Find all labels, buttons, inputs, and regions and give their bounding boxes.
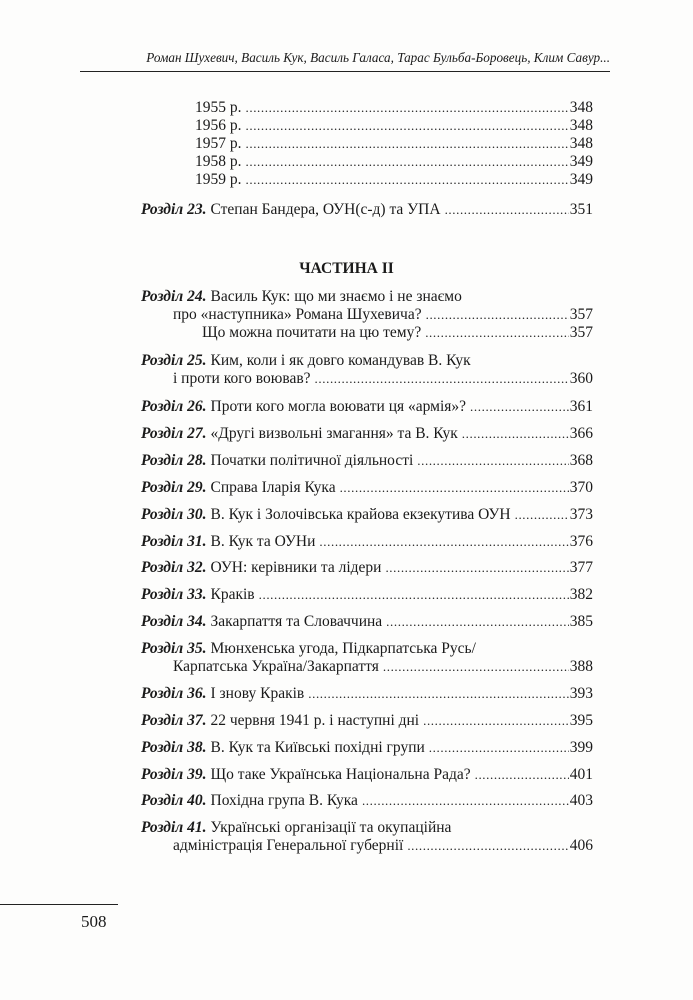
page-ref: 348 (569, 99, 593, 116)
leader-dots (246, 99, 569, 117)
toc-entry-section-39[interactable] (141, 766, 593, 784)
section-title-continuation: і проти кого воював? (173, 370, 311, 387)
leader-dots (429, 739, 569, 757)
leader-dots (423, 712, 569, 730)
leader-dots (417, 452, 568, 470)
toc-entry-section-27[interactable] (141, 425, 593, 443)
leader-dots (475, 766, 569, 784)
section-title: ОУН: керівники та лідери (210, 559, 382, 576)
leader-dots (246, 171, 569, 189)
section-label: Розділ 41. (141, 819, 207, 836)
page-ref: 382 (569, 586, 593, 603)
year-text: 1959 р. (195, 171, 242, 188)
section-title: Ким, коли і як довго командував В. Кук (210, 352, 471, 369)
section-label: Розділ 30. (141, 506, 207, 523)
page-ref: 357 (569, 324, 593, 341)
page-ref: 376 (569, 533, 593, 550)
page-ref: 388 (569, 658, 593, 675)
toc-entry-section-28[interactable] (141, 452, 593, 470)
section-label: Розділ 33. (141, 586, 207, 603)
page-ref: 399 (569, 739, 593, 756)
toc-entry-section-38[interactable] (141, 739, 593, 757)
page-ref: 349 (569, 171, 593, 188)
page-ref: 361 (569, 398, 593, 415)
section-title-continuation: адміністрація Генеральної губернії (173, 837, 404, 854)
running-header: Роман Шухевич, Василь Кук, Василь Галаса, Тарас Бульба-Боровець, Клим Савур... (146, 50, 610, 65)
page-ref: 406 (569, 837, 593, 854)
section-label: Розділ 34. (141, 613, 207, 630)
toc-entry-year[interactable] (195, 171, 593, 189)
page-ref: 366 (569, 425, 593, 442)
page-ref: 401 (569, 766, 593, 783)
toc-entry-section-23[interactable] (141, 201, 593, 219)
leader-dots (362, 792, 569, 810)
leader-dots (315, 370, 569, 388)
section-label: Розділ 26. (141, 398, 207, 415)
leader-dots (259, 586, 569, 604)
page-number: 508 (81, 912, 107, 931)
section-label: Розділ 24. (141, 288, 207, 305)
section-label: Розділ 28. (141, 452, 207, 469)
page-ref: 395 (569, 712, 593, 729)
year-text: 1958 р. (195, 153, 242, 170)
section-title: Українські організації та окупаційна (210, 819, 452, 836)
leader-dots (515, 506, 569, 524)
section-title: Похідна група В. Кука (210, 792, 358, 809)
section-title: Проти кого могла воювати ця «армія»? (210, 398, 467, 415)
section-label: Розділ 36. (141, 685, 207, 702)
toc-entry-section-41[interactable] (141, 819, 593, 855)
section-title: В. Кук і Золочівська крайова екзекутива ОУН (210, 506, 511, 523)
toc-entry-section-30[interactable] (141, 506, 593, 524)
toc-entry-year[interactable] (195, 153, 593, 171)
page-ref: 377 (569, 559, 593, 576)
toc-entry-year[interactable] (195, 135, 593, 153)
section-label: Розділ 32. (141, 559, 207, 576)
page-ref: 360 (569, 370, 593, 387)
section-label: Розділ 40. (141, 792, 207, 809)
toc-entry-section-37[interactable] (141, 712, 593, 730)
leader-dots (308, 685, 569, 703)
leader-dots (470, 398, 569, 416)
section-title: Степан Бандера, ОУН(с-д) та УПА (210, 201, 441, 218)
page-ref: 351 (569, 201, 593, 218)
section-title: Василь Кук: що ми знаємо і не знаємо (210, 288, 462, 305)
toc-entry-section-25[interactable] (141, 352, 593, 388)
leader-dots (340, 479, 569, 497)
toc-entry-section-24[interactable] (141, 288, 593, 342)
leader-dots (462, 425, 569, 443)
section-subtitle: Що можна почитати на цю тему? (202, 324, 422, 341)
leader-dots (246, 135, 569, 153)
section-title: Початки політичної діяльності (210, 452, 414, 469)
toc-entry-year[interactable] (195, 99, 593, 117)
page-ref: 348 (569, 117, 593, 134)
toc-entry-section-26[interactable] (141, 398, 593, 416)
page-ref: 368 (569, 452, 593, 469)
section-label: Розділ 35. (141, 640, 207, 657)
toc-entry-section-34[interactable] (141, 613, 593, 631)
page-ref: 370 (569, 479, 593, 496)
leader-dots (445, 201, 569, 219)
leader-dots (383, 658, 569, 676)
section-title: І знову Краків (210, 685, 305, 702)
toc-entry-section-35[interactable] (141, 640, 593, 676)
section-title: В. Кук та Київські похідні групи (210, 739, 425, 756)
section-label: Розділ 25. (141, 352, 207, 369)
section-title: «Другі визвольні змагання» та В. Кук (210, 425, 458, 442)
footer-rule (0, 904, 118, 905)
section-label: Розділ 38. (141, 739, 207, 756)
section-title-continuation: про «наступника» Романа Шухевича? (173, 306, 422, 323)
toc-entry-year[interactable] (195, 117, 593, 135)
leader-dots (426, 306, 569, 324)
section-title: Краків (210, 586, 255, 603)
section-title: Мюнхенська угода, Підкарпатська Русь/ (210, 640, 476, 657)
page-ref: 403 (569, 792, 593, 809)
toc-entry-section-31[interactable] (141, 533, 593, 551)
leader-dots (319, 533, 568, 551)
section-label: Розділ 29. (141, 479, 207, 496)
section-title-continuation: Карпатська Україна/Закарпаття (173, 658, 379, 675)
page-ref: 385 (569, 613, 593, 630)
section-title: Що таке Українська Національна Рада? (210, 766, 471, 783)
page-ref: 357 (569, 306, 593, 323)
toc-entry-section-40[interactable] (141, 792, 593, 810)
section-label: Розділ 39. (141, 766, 207, 783)
section-title: Закарпаття та Словаччина (210, 613, 383, 630)
leader-dots (246, 117, 569, 135)
toc-entry-section-33[interactable] (141, 586, 593, 604)
page-ref: 348 (569, 135, 593, 152)
section-label: Розділ 23. (141, 201, 207, 218)
page-ref: 349 (569, 153, 593, 170)
year-text: 1956 р. (195, 117, 242, 134)
section-title: В. Кук та ОУНи (210, 533, 316, 550)
leader-dots (386, 613, 569, 631)
page-ref: 393 (569, 685, 593, 702)
part-heading: ЧАСТИНА II (299, 260, 394, 277)
toc-entry-section-32[interactable] (141, 559, 593, 577)
section-label: Розділ 37. (141, 712, 207, 729)
section-title: 22 червня 1941 р. і наступні дні (210, 712, 420, 729)
leader-dots (246, 153, 569, 171)
section-label: Розділ 31. (141, 533, 207, 550)
toc-entry-section-29[interactable] (141, 479, 593, 497)
section-label: Розділ 27. (141, 425, 207, 442)
leader-dots (425, 324, 569, 342)
section-title: Справа Іларія Кука (210, 479, 336, 496)
leader-dots (385, 559, 568, 577)
toc-entry-section-36[interactable] (141, 685, 593, 703)
year-text: 1955 р. (195, 99, 242, 116)
leader-dots (407, 837, 568, 855)
page-ref: 373 (569, 506, 593, 523)
year-text: 1957 р. (195, 135, 242, 152)
